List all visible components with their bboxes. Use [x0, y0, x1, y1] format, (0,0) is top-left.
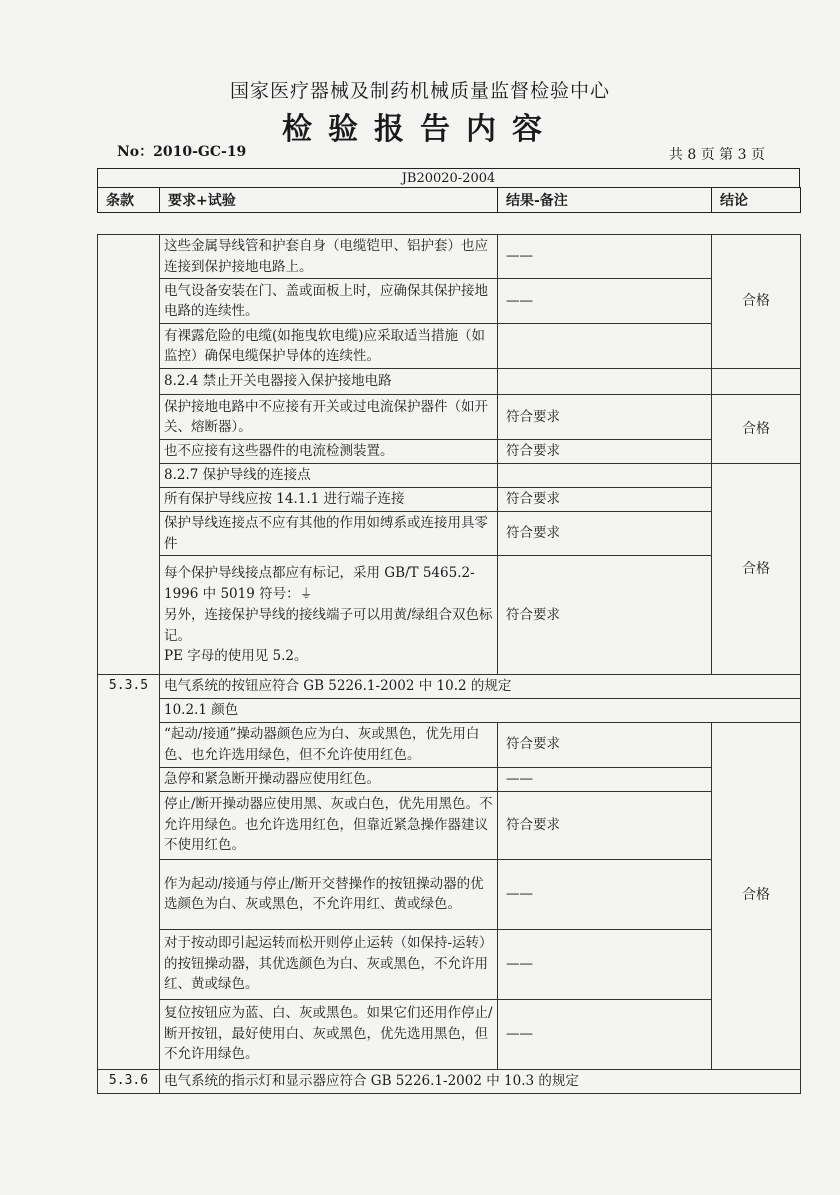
result-cell: 符合要求	[498, 395, 712, 440]
requirement-cell: 电气系统的指示灯和显示器应符合 GB 5226.1-2002 中 10.3 的规定	[160, 1069, 801, 1093]
requirement-cell: 电气系统的按钮应符合 GB 5226.1-2002 中 10.2 的规定	[160, 675, 801, 699]
table-row	[98, 488, 801, 512]
result-cell	[498, 464, 712, 488]
conclusion-cell: 合格	[712, 235, 801, 369]
requirement-cell: “起动/接通”操动器颜色应为白、灰或黑色，优先用白色、也允许选用绿色，但不允许使用红色。	[160, 722, 498, 767]
requirement-cell: 作为起动/接通与停止/断开交替操作的按钮操动器的优选颜色为白、灰或黑色，不允许用红、黄或绿色。	[160, 859, 498, 929]
result-cell	[498, 324, 712, 369]
table-row	[98, 324, 801, 369]
table-row	[98, 1069, 801, 1093]
result-cell: 符合要求	[498, 791, 712, 859]
table-row	[98, 512, 801, 556]
requirement-text: 另外，连接保护导线的接线端子可以用黄/绿组合双色标记。	[164, 607, 493, 644]
requirement-text: 每个保护导线接点都应有标记，采用 GB/T 5465.2-1996 中 5019 符号：	[164, 565, 475, 602]
conclusion-cell: 合格	[712, 464, 801, 675]
result-cell: ——	[498, 929, 712, 999]
header-result: 结果-备注	[498, 188, 712, 213]
requirement-cell: 保护接地电路中不应接有开关或过电流保护器件（如开关、熔断器）。	[160, 395, 498, 440]
requirement-cell: 8.2.4 禁止开关电器接入保护接地电路	[160, 369, 498, 395]
table-row	[98, 395, 801, 440]
conclusion-cell: 合格	[712, 722, 801, 1069]
clause-cell: 5.3.6	[98, 1069, 160, 1093]
table-row	[98, 440, 801, 464]
organization-name: 国家医疗器械及制药机械质量监督检验中心	[229, 80, 610, 102]
conclusion-cell: 合格	[712, 395, 801, 464]
header-conclusion: 结论	[712, 188, 801, 213]
result-cell: ——	[498, 859, 712, 929]
table-row	[98, 859, 801, 929]
result-cell: ——	[498, 279, 712, 324]
requirement-cell: 急停和紧急断开操动器应使用红色。	[160, 767, 498, 791]
table-row	[98, 675, 801, 699]
requirement-cell: 对于按动即引起运转而松开则停止运转（如保持-运转）的按钮操动器，其优选颜色为白、灰或黑色，不允许用红、黄或绿色。	[160, 929, 498, 999]
conclusion-cell	[712, 369, 801, 395]
requirement-cell: 复位按钮应为蓝、白、灰或黑色。如果它们还用作停止/断开按钮，最好使用白、灰或黑色，优先选用黑色，但不允许用绿色。	[160, 999, 498, 1069]
table-row	[98, 279, 801, 324]
requirement-text: PE 字母的使用见 5.2。	[164, 648, 308, 665]
requirement-cell	[160, 556, 498, 675]
result-cell: ——	[498, 235, 712, 279]
result-cell: 符合要求	[498, 488, 712, 512]
requirement-cell: 停止/断开操动器应使用黑、灰或白色，优先用黑色。不允许用绿色。也允许选用红色，但靠近紧急操作器建议不使用红色。	[160, 791, 498, 859]
requirement-cell: 有裸露危险的电缆(如拖曳软电缆)应采取适当措施（如监控）确保电缆保护导体的连续性。	[160, 324, 498, 369]
table-row	[98, 699, 801, 723]
table-row	[98, 791, 801, 859]
standard-code: JB20020-2004	[97, 168, 800, 187]
table-row	[98, 722, 801, 767]
report-title: 检验报告内容	[282, 112, 558, 147]
result-cell: ——	[498, 767, 712, 791]
requirement-cell: 8.2.7 保护导线的连接点	[160, 464, 498, 488]
column-header	[97, 187, 801, 213]
table-row	[98, 556, 801, 675]
result-cell: 符合要求	[498, 556, 712, 675]
requirement-cell: 所有保护导线应按 14.1.1 进行端子连接	[160, 488, 498, 512]
requirement-cell: 10.2.1 颜色	[160, 699, 801, 723]
requirement-cell: 也不应接有这些器件的电流检测装置。	[160, 440, 498, 464]
report-number: No：2010-GC-19	[117, 144, 247, 160]
requirement-cell: 这些金属导线管和护套自身（电缆铠甲、铝护套）也应连接到保护接地电路上。	[160, 235, 498, 279]
result-cell: 符合要求	[498, 512, 712, 556]
result-cell	[498, 369, 712, 395]
requirement-cell: 电气设备安装在门、盖或面板上时，应确保其保护接地电路的连续性。	[160, 279, 498, 324]
table-row	[98, 767, 801, 791]
table-row	[98, 369, 801, 395]
result-cell: 符合要求	[498, 440, 712, 464]
table-row	[98, 999, 801, 1069]
result-cell: ——	[498, 999, 712, 1069]
inspection-table	[97, 234, 801, 1094]
requirement-cell: 保护导线连接点不应有其他的作用如缚系或连接用具零件	[160, 512, 498, 556]
clause-cell: 5.3.5	[98, 675, 160, 1070]
header-requirement: 要求+试验	[160, 188, 498, 213]
table-row	[98, 235, 801, 279]
table-row	[98, 929, 801, 999]
result-cell: 符合要求	[498, 722, 712, 767]
clause-cell	[98, 235, 160, 675]
table-row	[98, 464, 801, 488]
page-info: 共 8 页 第 3 页	[668, 147, 765, 163]
header-clause: 条款	[98, 188, 160, 213]
ground-symbol-icon: ⏚	[299, 586, 313, 602]
